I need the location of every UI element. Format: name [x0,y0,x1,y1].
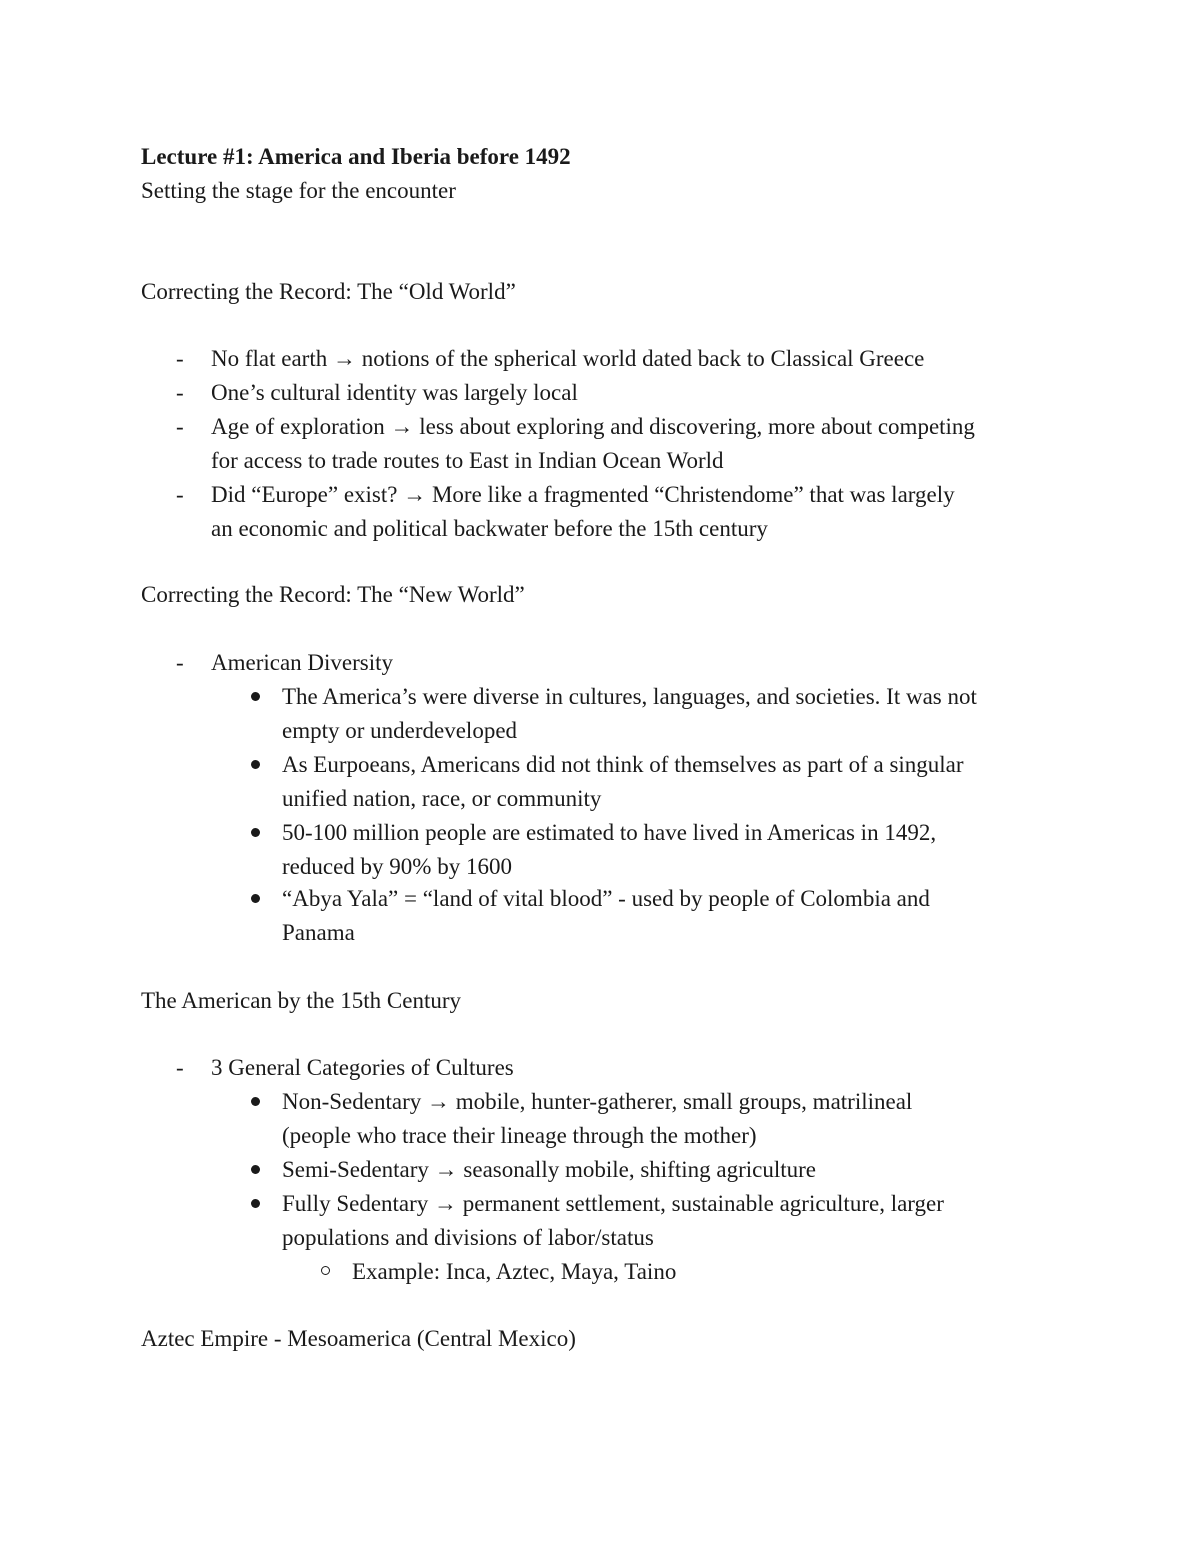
list-item: Did “Europe” exist? → More like a fragmented “Christendome” that was largely [211,482,955,507]
list-item-continuation: reduced by 90% by 1600 [282,854,512,879]
dash-marker: - [176,650,184,675]
list-item: 3 General Categories of Cultures [211,1055,514,1080]
bullet-icon [251,1097,260,1106]
list-item-continuation: for access to trade routes to East in Indian Ocean World [211,448,724,473]
list-item: 50-100 million people are estimated to have lived in Americas in 1492, [282,820,937,845]
list-item: The America’s were diverse in cultures, languages, and societies. It was not [282,684,977,709]
bullet-icon [251,1199,260,1208]
hollow-bullet-icon [321,1266,330,1275]
list-item-continuation: Panama [282,920,355,945]
list-item-continuation: unified nation, race, or community [282,786,602,811]
list-item: One’s cultural identity was largely local [211,380,578,405]
list-item: American Diversity [211,650,394,675]
list-item-continuation: empty or underdeveloped [282,718,518,743]
list-item-continuation: an economic and political backwater before the 15th century [211,516,768,541]
page-title: Lecture #1: America and Iberia before 1492 [141,144,571,169]
bullet-icon [251,894,260,903]
list-item: Example: Inca, Aztec, Maya, Taino [352,1259,677,1284]
list-item: “Abya Yala” = “land of vital blood” - used by people of Colombia and [282,886,930,911]
bullet-icon [251,692,260,701]
list-item: Semi-Sedentary → seasonally mobile, shifting agriculture [282,1157,816,1182]
section-heading-old-world: Correcting the Record: The “Old World” [141,279,516,304]
list-item: Age of exploration → less about exploring and discovering, more about competing [211,414,975,439]
list-item: No flat earth → notions of the spherical world dated back to Classical Greece [211,346,925,371]
list-item-continuation: (people who trace their lineage through the mother) [282,1123,757,1148]
dash-marker: - [176,380,184,405]
bullet-icon [251,1165,260,1174]
list-item: Non-Sedentary → mobile, hunter-gatherer, small groups, matrilineal [282,1089,913,1114]
section-heading-15th-century: The American by the 15th Century [141,988,462,1013]
list-item: Fully Sedentary → permanent settlement, sustainable agriculture, larger [282,1191,944,1216]
section-heading-new-world: Correcting the Record: The “New World” [141,582,525,607]
dash-marker: - [176,482,184,507]
dash-marker: - [176,1055,184,1080]
list-item: As Eurpoeans, Americans did not think of themselves as part of a singular [282,752,964,777]
dash-marker: - [176,414,184,439]
list-item-continuation: populations and divisions of labor/status [282,1225,654,1250]
bullet-icon [251,760,260,769]
bullet-icon [251,828,260,837]
dash-marker: - [176,346,184,371]
page-subtitle: Setting the stage for the encounter [141,178,456,203]
section-heading-aztec-empire: Aztec Empire - Mesoamerica (Central Mexico) [141,1326,576,1351]
